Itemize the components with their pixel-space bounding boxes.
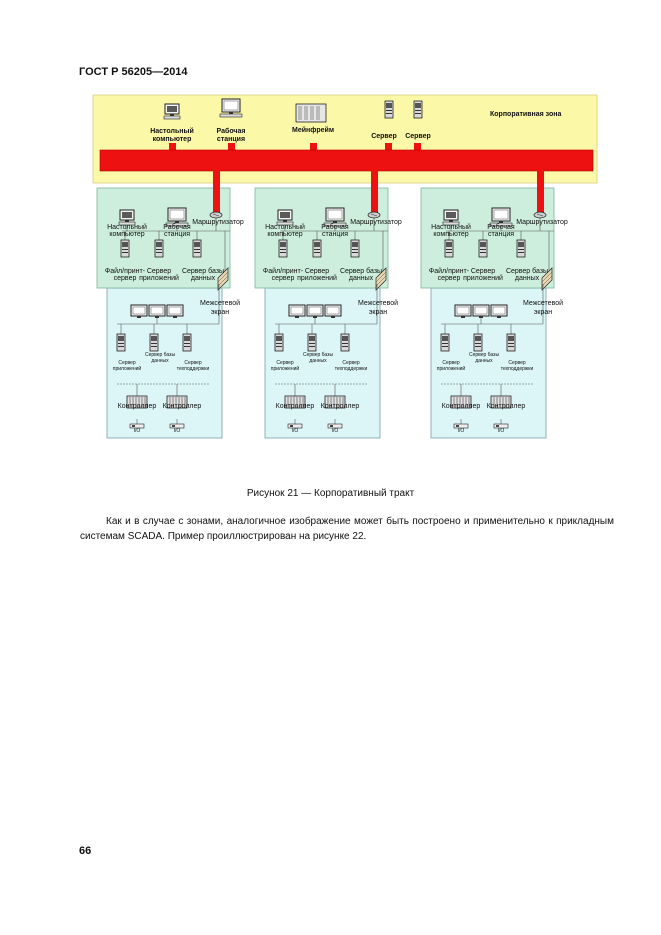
site-1-file-server-label-2: сервер xyxy=(113,275,137,282)
site-1-ctrl-app-label-2: приложений xyxy=(112,366,142,372)
site-1-firewall-label-1: Межсетевой xyxy=(199,300,241,307)
site-3-app-server-label-1: Сервер xyxy=(470,268,496,275)
site-2-ctrl-app-label-2: приложений xyxy=(270,366,300,372)
site-2-controller-1-label: Контроллер xyxy=(275,403,315,410)
site-1-file-server-label-1: Файл/принт- xyxy=(104,268,146,275)
site-2-controller-2-label: Контроллер xyxy=(320,403,360,410)
site-1-ctrl-db-label-1: Сервер базы xyxy=(144,352,176,358)
site-2-firewall-label-1: Межсетевой xyxy=(357,300,399,307)
site-3-db-server-label-2: данных xyxy=(514,275,540,282)
site-3-workstation-label-2: станция xyxy=(487,231,515,238)
site-1-app-server-label-1: Сервер xyxy=(146,268,172,275)
site-1-support-label-1: Сервер xyxy=(184,360,202,366)
site-1-db-server-label-2: данных xyxy=(190,275,216,282)
site-2-ctrl-db-label-1: Сервер базы xyxy=(302,352,334,358)
site-1-controller-2-label: Контроллер xyxy=(162,403,202,410)
site-2-db-server-label-2: данных xyxy=(348,275,374,282)
site-3-ctrl-db-label-1: Сервер базы xyxy=(468,352,500,358)
site-2-workstation-label-2: станция xyxy=(321,231,349,238)
site-3-support-label-1: Сервер xyxy=(508,360,526,366)
site-1-io-2-label: I/O xyxy=(173,428,181,434)
site-2-file-server-label-1: Файл/принт- xyxy=(262,268,304,275)
site-2-ctrl-db-label-2: данных xyxy=(309,358,327,364)
corp-server-2-label: Сервер xyxy=(405,133,431,140)
site-3-io-2-label: I/O xyxy=(497,428,505,434)
site-2-support-label-2: техподдержки xyxy=(334,366,368,372)
site-3-app-server-label-2: приложений xyxy=(463,275,503,282)
site-2-desktop-label-1: Настольный xyxy=(265,224,305,231)
site-1-app-server-label-2: приложений xyxy=(139,275,179,282)
site-1-router-label: Маршрутизатор xyxy=(192,219,244,226)
corp-desktop-label-2: компьютер xyxy=(152,136,192,143)
site-2-ctrl-app-label-1: Сервер xyxy=(276,360,294,366)
corporate-zone-title: Корпоративная зона xyxy=(490,111,562,118)
site-1-workstation-label-1: Рабочая xyxy=(163,224,191,231)
site-3-ctrl-db-label-2: данных xyxy=(475,358,493,364)
corp-workstation-label-1: Рабочая xyxy=(216,128,246,135)
site-1-desktop-label-2: компьютер xyxy=(109,231,145,238)
site-2-workstation-label-1: Рабочая xyxy=(321,224,349,231)
corp-server-1-label: Сервер xyxy=(371,133,397,140)
site-2-db-server-label-1: Сервер базы xyxy=(339,268,383,275)
mainframe-label: Мейнфрейм xyxy=(291,127,335,134)
figure-caption: Рисунок 21 — Корпоративный тракт xyxy=(246,488,415,499)
site-3-router-label: Маршрутизатор xyxy=(516,219,568,226)
site-2-app-server-label-2: приложений xyxy=(297,275,337,282)
site-1-workstation-label-2: станция xyxy=(163,231,191,238)
site-3-desktop-label-1: Настольный xyxy=(431,224,471,231)
site-1-support-label-2: техподдержки xyxy=(176,366,210,372)
site-3-controller-1-label: Контроллер xyxy=(441,403,481,410)
site-3-workstation-label-1: Рабочая xyxy=(487,224,515,231)
site-3-file-server-label-2: сервер xyxy=(437,275,461,282)
body-paragraph: Как и в случае с зонами, аналогичное изображение может быть построено и применительно к прикладным системам SCADA. Пример проиллюстрирован на рисунке 22. xyxy=(80,516,614,542)
site-3-io-1-label: I/O xyxy=(457,428,465,434)
site-2-app-server-label-1: Сервер xyxy=(304,268,330,275)
corp-workstation-icon xyxy=(220,99,242,117)
site-2-firewall-label-2: экран xyxy=(368,309,388,316)
corp-server-2-icon xyxy=(414,101,422,118)
site-2-io-1-label: I/O xyxy=(291,428,299,434)
site-1-ctrl-db-label-2: данных xyxy=(151,358,169,364)
site-1-db-server-label-1: Сервер базы xyxy=(181,268,225,275)
site-3-desktop-label-2: компьютер xyxy=(433,231,469,238)
site-2-support-label-1: Сервер xyxy=(342,360,360,366)
site-3-support-label-2: техподдержки xyxy=(500,366,534,372)
corp-desktop-icon xyxy=(164,104,180,119)
site-1-desktop-label-1: Настольный xyxy=(107,224,147,231)
site-3-controller-2-label: Контроллер xyxy=(486,403,526,410)
site-3-db-server-label-1: Сервер базы xyxy=(505,268,549,275)
corporate-backbone xyxy=(100,150,593,171)
site-2-router-label: Маршрутизатор xyxy=(350,219,402,226)
site-1-firewall-label-2: экран xyxy=(210,309,230,316)
site-3-ctrl-app-label-1: Сервер xyxy=(442,360,460,366)
site-3-ctrl-app-label-2: приложений xyxy=(436,366,466,372)
page-number: 66 xyxy=(79,845,92,857)
site-2-desktop-label-2: компьютер xyxy=(267,231,303,238)
site-1-io-1-label: I/O xyxy=(133,428,141,434)
site-1-controller-1-label: Контроллер xyxy=(117,403,157,410)
site-1-ctrl-app-label-1: Сервер xyxy=(118,360,136,366)
site-2-file-server-label-2: сервер xyxy=(271,275,295,282)
corp-desktop-label-1: Настольный xyxy=(150,128,194,135)
site-3-file-server-label-1: Файл/принт- xyxy=(428,268,470,275)
site-2-io-2-label: I/O xyxy=(331,428,339,434)
mainframe-icon xyxy=(296,104,326,122)
corp-workstation-label-2: станция xyxy=(216,136,246,143)
site-3-firewall-label-2: экран xyxy=(533,309,553,316)
corp-server-1-icon xyxy=(385,101,393,118)
site-3-firewall-label-1: Межсетевой xyxy=(522,300,564,307)
document-header: ГОСТ Р 56205—2014 xyxy=(79,66,188,78)
